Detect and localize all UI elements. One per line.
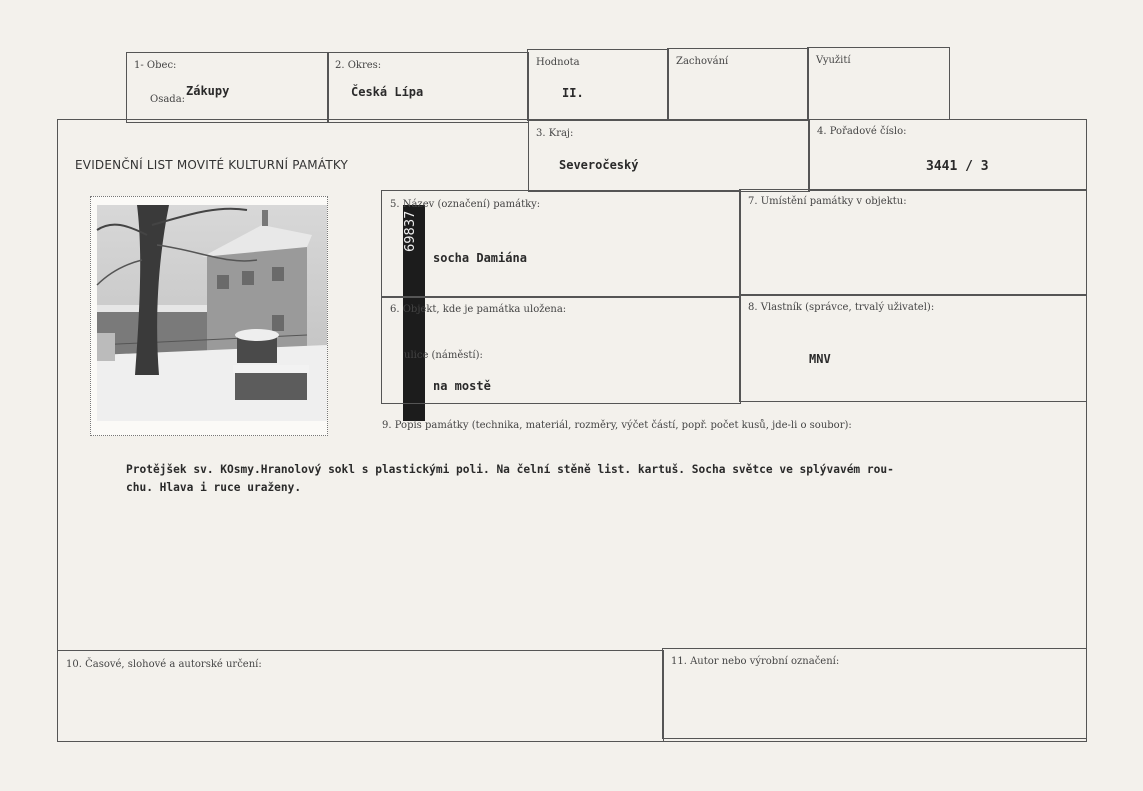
nazev-label: 5. Název (označení) památky: <box>390 199 541 210</box>
form-title: EVIDENČNÍ LIST MOVITÉ KULTURNÍ PAMÁTKY <box>75 158 349 172</box>
casove-label: 10. Časové, slohové a autorské určení: <box>66 659 262 670</box>
popis-text <box>126 459 1081 499</box>
poradove-value: 3441 / 3 <box>926 159 989 174</box>
winter-scene-image <box>97 205 327 421</box>
ulice-label: ulice (náměstí): <box>404 350 483 361</box>
inventory-number: 69837 <box>403 211 418 253</box>
okres-label: 2. Okres: <box>335 60 382 71</box>
title-box <box>57 121 529 192</box>
vlastnik-value: MNV <box>809 352 831 366</box>
monument-photo <box>97 205 418 421</box>
okres-value: Česká Lípa <box>351 85 424 99</box>
hodnota-value: II. <box>562 86 584 100</box>
popis-line-1: Protějšek sv. KOsmy.Hranolový sokl s plastickými poli. Na čelní stěně list. kartuš. Socha světce ve splývavém rou- <box>126 463 894 476</box>
kraj-value: Severočeský <box>559 158 639 172</box>
autor-label: 11. Autor nebo výrobní označení: <box>671 656 840 667</box>
zachovani-label: Zachování <box>676 56 729 67</box>
vyuziti-label: Využití <box>816 55 851 66</box>
obec-value: Zákupy <box>186 84 230 98</box>
poradove-label: 4. Pořadové číslo: <box>817 126 907 137</box>
ulice-value: na mostě <box>433 379 491 393</box>
popis-label: 9. Popis památky (technika, materiál, rozměry, výčet částí, popř. počet kusů, jde-li o soubor): <box>382 420 852 431</box>
osada-label: Osada: <box>150 94 186 105</box>
umisteni-label: 7. Umístění památky v objektu: <box>748 196 907 207</box>
vlastnik-label: 8. Vlastník (správce, trvalý uživatel): <box>748 302 935 313</box>
nazev-value: socha Damiána <box>433 251 527 265</box>
obec-label: 1- Obec: <box>134 60 177 71</box>
popis-line-2: chu. Hlava i ruce uraženy. <box>126 481 302 494</box>
kraj-label: 3. Kraj: <box>536 128 574 139</box>
objekt-label: 6. Objekt, kde je památka uložena: <box>390 304 567 315</box>
hodnota-label: Hodnota <box>536 57 580 68</box>
